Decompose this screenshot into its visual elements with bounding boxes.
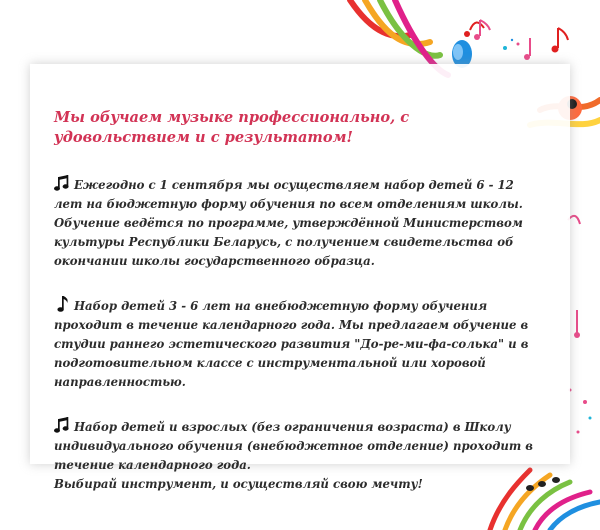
beamed-notes-icon [54, 416, 70, 434]
paragraph-text: Ежегодно с 1 сентября мы осуществляем набор детей 6 - 12 лет на бюджетную форму обучения по всем отделениям школы. Обучение ведётся по программе, утверждённой Министерством культуры Республики Беларусь, с получением свидетельства об окончании школы государственного образца. [54, 178, 523, 268]
paragraph-text: Набор детей 3 - 6 лет на внебюджетную форму обучения проходит в течение календарного года. Мы предлагаем обучение в студии раннего эстетического развития "До-ре-ми-фа-солька" и в подготовительном классе с инструментальной или хоровой направленностью. [54, 299, 529, 389]
beamed-notes-icon [54, 174, 70, 192]
eighth-note-icon [54, 295, 70, 313]
paragraph-adults-enrollment [54, 416, 546, 494]
paragraph-early-development [54, 295, 546, 392]
info-card [30, 64, 570, 491]
paragraph-budget-enrollment [54, 174, 546, 271]
call-to-action-text: Выбирай инструмент, и осуществляй свою мечту! [54, 477, 423, 491]
paragraph-text: Набор детей и взрослых (без ограничения возраста) в Школу индивидуального обучения (внебюджетное отделение) проходит в течение календарного года. [54, 420, 533, 472]
headline: Мы обучаем музыке профессионально, с удовольствием и с результатом! [54, 109, 410, 146]
